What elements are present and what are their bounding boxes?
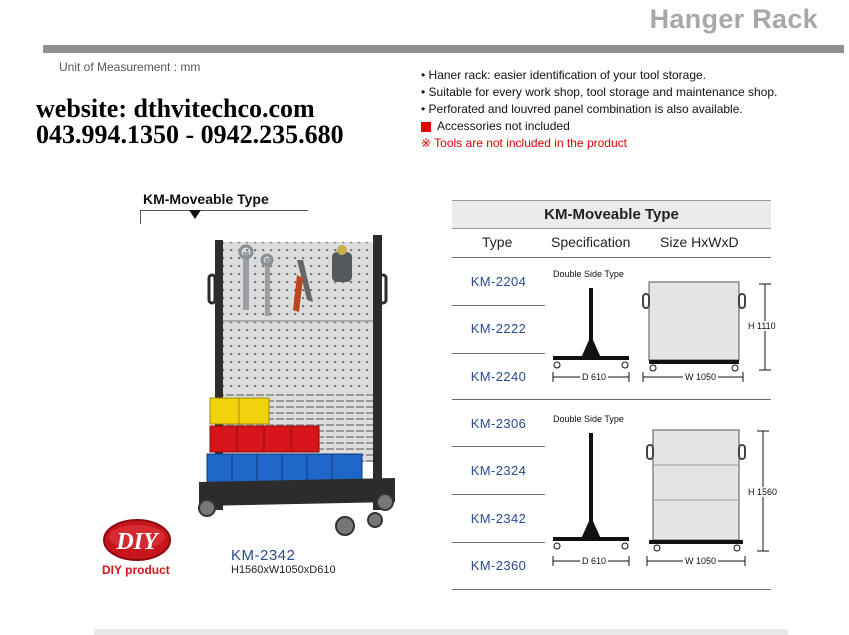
model-code: KM-2204 xyxy=(470,274,527,289)
row-divider xyxy=(452,305,545,306)
spec-drawing-double-side-1560 xyxy=(545,425,778,575)
depth-label: D 610 xyxy=(582,372,607,382)
model-code: KM-2324 xyxy=(470,463,527,478)
width-label: W 1050 xyxy=(685,556,717,566)
model-code: KM-2306 xyxy=(470,416,527,431)
column-header-specification: Specification xyxy=(551,234,631,250)
pointer-triangle-icon xyxy=(189,210,201,219)
row-divider xyxy=(452,446,545,447)
feature-item: • Haner rack: easier identification of your tool storage. xyxy=(421,68,707,82)
label-tick xyxy=(140,210,141,224)
page-title: Hanger Rack xyxy=(649,4,818,34)
column-header-size: Size HxWxD xyxy=(660,234,739,250)
spec-title: Double Side Type xyxy=(553,269,624,279)
width-label: W 1050 xyxy=(685,372,717,382)
row-divider xyxy=(452,494,545,495)
row-divider xyxy=(452,353,545,354)
model-code: KM-2240 xyxy=(470,369,527,384)
spec-title: Double Side Type xyxy=(553,414,624,424)
contact-block xyxy=(36,96,344,148)
diy-caption: DIY product xyxy=(102,563,170,577)
title-rule xyxy=(43,45,844,53)
bottom-rule xyxy=(94,629,788,635)
header-divider xyxy=(452,257,771,258)
row-divider xyxy=(452,542,545,543)
label-line xyxy=(140,210,308,211)
diy-badge-text: DIY xyxy=(116,529,158,555)
group-divider xyxy=(452,399,771,400)
feature-list xyxy=(421,67,777,152)
unit-of-measurement: Unit of Measurement : mm xyxy=(59,60,201,74)
depth-label: D 610 xyxy=(582,556,607,566)
model-code: KM-2342 xyxy=(470,511,527,526)
phone-text: 043.994.1350 - 0942.235.680 xyxy=(36,120,344,149)
tools-note: ※ Tools are not included in the product xyxy=(421,136,627,150)
diy-badge-logo xyxy=(102,518,172,562)
height-label: H 1560 xyxy=(748,487,778,497)
table-title: KM-Moveable Type xyxy=(452,200,771,229)
column-header-type: Type xyxy=(482,234,513,250)
table-bottom-rule xyxy=(452,589,771,590)
feature-item: • Perforated and louvred panel combination is also available. xyxy=(421,102,743,116)
accessories-note xyxy=(421,118,777,135)
model-code: KM-2360 xyxy=(470,558,527,573)
product-type-label: KM-Moveable Type xyxy=(143,191,269,207)
feature-item: • Suitable for every work shop, tool storage and maintenance shop. xyxy=(421,85,778,99)
height-label: H 1110 xyxy=(748,321,776,331)
product-model: KM-2342 xyxy=(231,547,296,564)
product-image xyxy=(195,230,400,545)
product-dimensions: H1560xW1050xD610 xyxy=(231,564,336,576)
website-text: website: dthvitechco.com xyxy=(36,94,315,123)
red-square-icon xyxy=(421,122,431,132)
accessories-note-text: Accessories not included xyxy=(437,119,570,133)
model-code: KM-2222 xyxy=(470,321,527,336)
